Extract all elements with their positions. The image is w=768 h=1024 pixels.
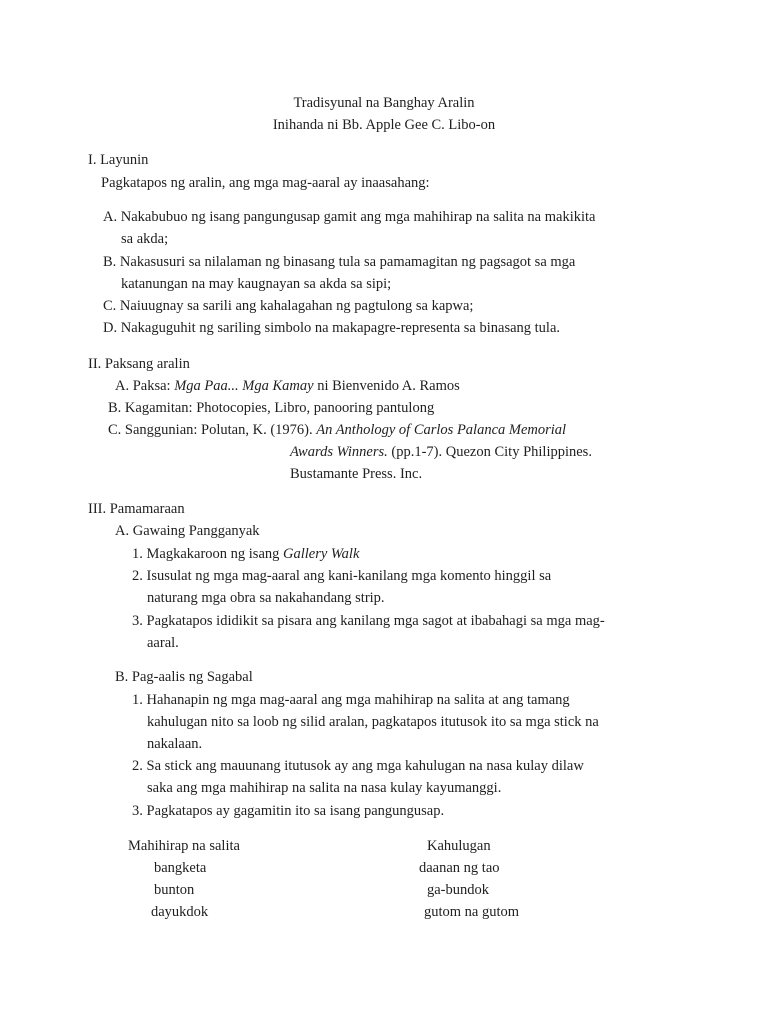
vocab-meaning: daanan ng tao bbox=[419, 860, 500, 876]
objective-a-line1: A. Nakabubuo ng isang pangungusap gamit ang mga mahihirap na salita na makikita bbox=[103, 209, 596, 225]
sanggunian-line2 bbox=[290, 443, 592, 461]
paksa-title: Mga Paa... Mga Kamay bbox=[174, 378, 314, 394]
vocab-meaning: ga-bundok bbox=[427, 882, 490, 898]
paksa-line bbox=[115, 377, 460, 395]
author-line: Inihanda ni Bb. Apple Gee C. Libo-on bbox=[272, 117, 496, 133]
part-b-item-1-line2: kahulugan nito sa loob ng silid aralan, pagkatapos itutusok ito sa mga stick na bbox=[147, 714, 599, 730]
part-b-item-1-line3: nakalaan. bbox=[147, 736, 203, 752]
section-1-intro: Pagkatapos ng aralin, ang mga mag-aaral ay inaasahang: bbox=[101, 175, 430, 191]
part-b-heading: B. Pag-aalis ng Sagabal bbox=[115, 669, 253, 685]
sanggunian-title-1: An Anthology of Carlos Palanca Memorial bbox=[316, 422, 567, 438]
kagamitan-line: B. Kagamitan: Photocopies, Libro, panooring pantulong bbox=[108, 400, 435, 416]
vocab-meaning: gutom na gutom bbox=[424, 904, 520, 920]
section-2-heading: II. Paksang aralin bbox=[88, 356, 190, 372]
section-3-heading: III. Pamamaraan bbox=[88, 501, 185, 517]
sanggunian-suffix: (pp.1-7). Quezon City Philippines. bbox=[387, 444, 592, 460]
objective-b-line1: B. Nakasusuri sa nilalaman ng binasang tula sa pamamagitan ng pagsagot sa mga bbox=[103, 254, 576, 270]
section-1-heading: I. Layunin bbox=[88, 152, 149, 168]
part-a-heading: A. Gawaing Pangganyak bbox=[115, 523, 260, 539]
objective-c: C. Naiuugnay sa sarili ang kahalagahan ng pagtulong sa kapwa; bbox=[103, 298, 474, 314]
vocab-col1-header: Mahihirap na salita bbox=[128, 838, 240, 854]
gallery-walk: Gallery Walk bbox=[283, 546, 360, 562]
paksa-prefix: A. Paksa: bbox=[115, 378, 175, 394]
part-a-item-2-line1: 2. Isusulat ng mga mag-aaral ang kani-kanilang mga komento hinggil sa bbox=[132, 568, 552, 584]
vocab-word: bangketa bbox=[154, 860, 207, 876]
part-a-item-3-line2: aaral. bbox=[147, 635, 179, 651]
vocab-word: dayukdok bbox=[151, 904, 209, 920]
objective-d: D. Nakaguguhit ng sariling simbolo na makapagre-representa sa binasang tula. bbox=[103, 320, 561, 336]
part-b-item-2-line1: 2. Sa stick ang mauunang itutusok ay ang mga kahulugan na nasa kulay dilaw bbox=[132, 758, 584, 774]
sanggunian-line3: Bustamante Press. Inc. bbox=[290, 466, 423, 482]
sanggunian-prefix: C. Sanggunian: Polutan, K. (1976). bbox=[108, 422, 317, 438]
objective-a-line2: sa akda; bbox=[121, 231, 169, 247]
part-a-item-1-prefix: 1. Magkakaroon ng isang bbox=[132, 546, 284, 562]
vocab-col2-header: Kahulugan bbox=[427, 838, 491, 854]
paksa-suffix: ni Bienvenido A. Ramos bbox=[313, 378, 460, 394]
part-a-item-3-line1: 3. Pagkatapos ididikit sa pisara ang kanilang mga sagot at ibabahagi sa mga mag- bbox=[132, 613, 605, 629]
part-b-item-2-line2: saka ang mga mahihirap na salita na nasa kulay kayumanggi. bbox=[147, 780, 502, 796]
part-b-item-3: 3. Pagkatapos ay gagamitin ito sa isang pangungusap. bbox=[132, 803, 445, 819]
objective-b-line2: katanungan na may kaugnayan sa akda sa sipi; bbox=[121, 276, 392, 292]
sanggunian-line1 bbox=[108, 421, 566, 439]
part-b-item-1-line1: 1. Hahanapin ng mga mag-aaral ang mga mahihirap na salita at ang tamang bbox=[132, 692, 570, 708]
vocab-word: bunton bbox=[154, 882, 195, 898]
part-a-item-2-line2: naturang mga obra sa nakahandang strip. bbox=[147, 590, 385, 606]
sanggunian-title-2: Awards Winners. bbox=[290, 444, 388, 460]
part-a-item-1 bbox=[132, 545, 359, 563]
document-title: Tradisyunal na Banghay Aralin bbox=[293, 95, 475, 111]
